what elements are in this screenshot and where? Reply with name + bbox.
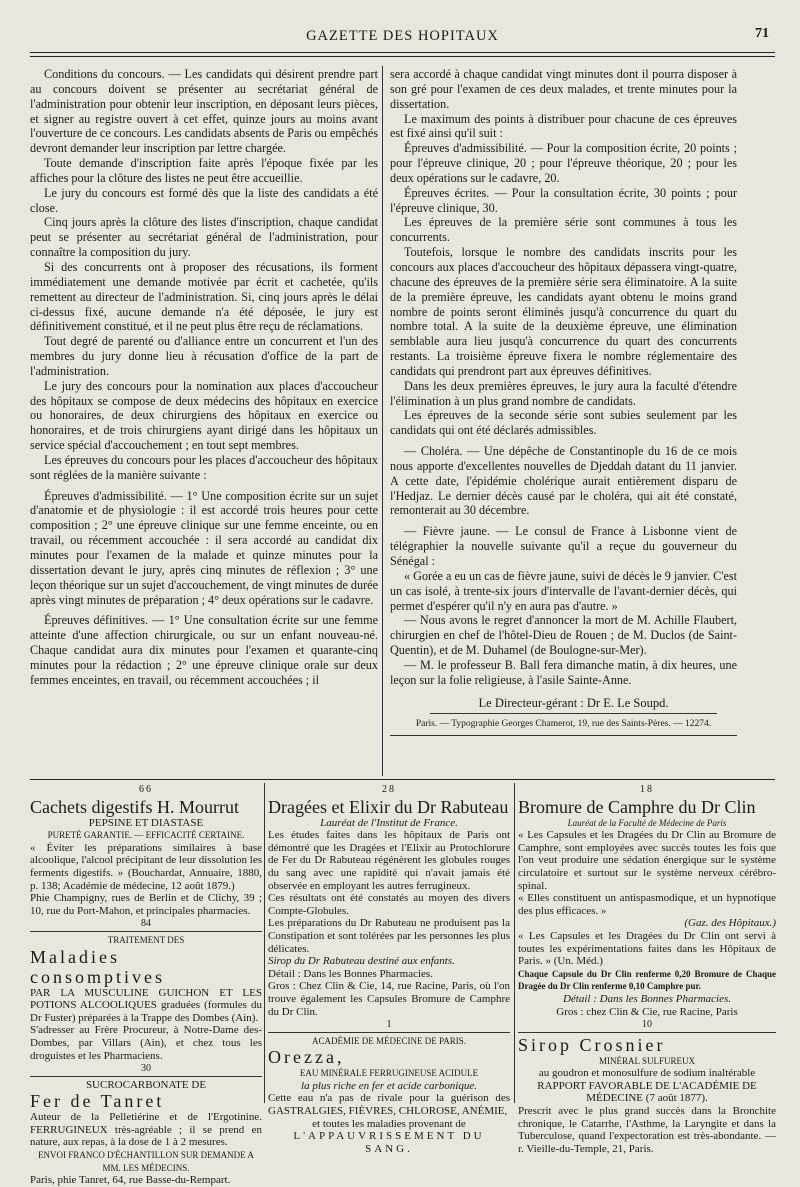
- printer-line: Paris. — Typographie Georges Chamerot, 19, rue des Saints-Pères. — 12274.: [390, 717, 737, 736]
- ad-number: 28: [382, 784, 396, 795]
- ad-title-tanret: Fer de Tanret: [30, 1091, 165, 1112]
- ad-subtitle: EAU MINÉRALE FERRUGINEUSE ACIDULE: [299, 1068, 479, 1079]
- ad-text: Détail : Dans les Bonnes Pharmacies.: [562, 992, 732, 1005]
- ad-text: Prescrit avec le plus grand succès dans la Bronchite chronique, le Catarrhe, l'Asthme, la Laryngite et dans la Tuberculose, quand l'expectoration est très-abondante. — r. Vieille-du-Temple, 21, Paris.: [518, 1105, 776, 1155]
- paragraph: Épreuves écrites. — Pour la consultation écrite, 30 points ; pour l'épreuve clinique, 30.: [390, 185, 737, 215]
- ad-title-orezza: Orezza,: [268, 1047, 345, 1068]
- ad-text: Chaque Capsule du Dr Clin renferme 0,20 Bromure de Chaque Dragée du Dr Clin renferme 0,10 Camphre pur.: [518, 968, 776, 992]
- ad-text: Les études faites dans les hôpitaux de Paris ont démontré que les Dragées et l'Elixir au Protochlorure de Fer du Dr Rabuteau régénèrent les globules rouges du sang avec une rapidité qui n'avait jamais été observée en employant les autres ferrugineux.: [268, 829, 510, 892]
- ad-text: Auteur de la Pelletiérine et de l'Ergotinine. FERRUGINEUX très-agréable ; il se prend en nature, aux repas, à la dose de 1 à 2 mesures.: [30, 1111, 262, 1149]
- ad-subtitle: MINÉRAL SULFUREUX: [599, 1055, 695, 1066]
- paragraph: Toute demande d'inscription faite après l'époque fixée par les affiches pour la clôture des listes ne peut être accueillie.: [30, 156, 378, 185]
- paragraph: Dans les deux premières épreuves, le jury aura la faculté d'étendre l'élimination à un plus grand nombre de candidats.: [390, 378, 737, 408]
- news-item-cholera: — Choléra. — Une dépêche de Constantinople du 16 de ce mois nous apporte d'excellentes nouvelles de Djeddah datant du 11 janvier. A cette date, l'épidémie cholérique aurait entièrement disparu de l'Hedjaz. Le dernier décès causé par le choléra, qui ait été constaté, remonterait au 30 décembre.: [390, 444, 737, 518]
- ad-number: 30: [30, 1063, 262, 1077]
- header-rule: [30, 52, 775, 57]
- ad-text: « Elles constituent un antispasmodique, et un hypnotique des plus efficaces. »: [518, 892, 776, 917]
- ad-text: L'APPAUVRISSEMENT DU SANG.: [293, 1130, 485, 1155]
- ad-title-rabuteau: Dragées et Elixir du Dr Rabuteau: [268, 796, 509, 817]
- ad-text: Sirop du Dr Rabuteau destiné aux enfants.: [268, 955, 455, 968]
- ad-divider: [264, 783, 265, 1103]
- paragraph: Conditions du concours. — Les candidats qui désirent prendre part au concours doivent se présenter au secrétariat général de l'administration pour obtenir leur inscription, en déposant leurs pièces, et signer au registre ouvert à cet effet, quinze jours au moins avant l'ouverture de ce concours. Les candidats absents de Paris ou empêchés devront demander leur inscription par lettre chargée.: [30, 67, 378, 156]
- signature-block: [390, 696, 737, 737]
- news-item-obituary: — Nous avons le regret d'annoncer la mort de M. Achille Flaubert, chirurgien en chef de l'hôtel-Dieu de Rouen ; de M. Duclos (de Saint-Quentin), et de M. Duhamel (de Boulogne-sur-Mer).: [390, 613, 737, 658]
- paragraph: Le jury des concours pour la nomination aux places d'accoucheur des hôpitaux se compose de deux médecins des hôpitaux en exercice ou honoraires, de deux chirurgiens des hôpitaux en exercice ou honoraires, et de trois chirurgiens ayant dirigé dans les hôpitaux un service spécial d'accouchement ; en tout sept membres.: [30, 378, 378, 453]
- ad-subtitle: la plus riche en fer et acide carbonique.: [301, 1079, 477, 1092]
- article-right-column: [390, 67, 737, 736]
- ad-tagline: ACADÉMIE DE MÉDECINE DE PARIS.: [312, 1035, 466, 1046]
- paragraph: Les épreuves de la seconde série sont subies seulement par les candidats qui ont été déclarés admissibles.: [390, 408, 737, 438]
- paragraph: « Gorée a eu un cas de fièvre jaune, suivi de décès le 9 janvier. C'est un cas isolé, à trente-six jours d'intervalle de l'avant-dernier décès, qui permet d'espérer qu'il n'y en aura pas d'autre. »: [390, 568, 737, 613]
- ad-text: S'adresser au Frère Procureur, à Notre-Dame des-Dombes, par Villars (Ain), et chez tous les droguistes et les Pharmaciens.: [30, 1024, 262, 1062]
- ad-tagline: RAPPORT FAVORABLE DE L'ACADÉMIE DE MÉDECINE (7 août 1877).: [537, 1079, 757, 1105]
- ad-text: Gros : chez Clin & Cie, rue Racine, Paris: [556, 1005, 738, 1018]
- ad-text: (Gaz. des Hôpitaux.): [684, 917, 776, 930]
- ad-text: « Éviter les préparations similaires à base alcoolique, l'alcool précipitant de leur dissolution les ferments digestifs. » (Bouchardat, Annuaire, 1880, p. 138; Académie de médecine, 12 août 1879.): [30, 841, 263, 892]
- ad-text: Paris, phie Tanret, 64, rue Basse-du-Rempart.: [30, 1174, 231, 1187]
- ads-top-rule: [30, 779, 775, 780]
- ad-column-1: [30, 784, 262, 1187]
- ad-text: « Les Capsules et les Dragées du Dr Clin ont servi à toutes les expérimentations faites dans les Hôpitaux de Paris. » (Un. Méd.): [518, 929, 776, 968]
- ad-text: Gros : Chez Clin & Cie, 14, rue Racine, Paris, où l'on trouve également les Capsules Bromure de Camphre du Dr Clin.: [268, 980, 510, 1018]
- paragraph: Épreuves d'admissibilité. — 1° Une composition écrite sur un sujet d'anatomie et de physiologie : il est accordé trois heures pour cette composition ; 2° une épreuve clinique sur une femme enceinte, ou en travail, ou récemment accouchée : il sera accordé au candidat dix minutes pour l'examen de la malade et quinze minutes pour la dissertation devant le jury, après cinq minutes de réflexion ; 3° une leçon théorique sur un sujet d'accouchement, de vingt minutes de durée après vingt minutes de préparation ; 4° deux opérations sur le cadavre.: [30, 488, 378, 607]
- ad-title-clin: Bromure de Camphre du Dr Clin: [518, 796, 756, 817]
- paragraph: Tout degré de parenté ou d'alliance entre un concurrent et l'un des membres du jury donne lieu à récusation d'office de la part de l'administration.: [30, 334, 378, 378]
- paragraph: Toutefois, lorsque le nombre des candidats inscrits pour les concours aux places d'accoucheur des hôpitaux dépassera vingt-quatre, chacune des épreuves de la première série sera éliminatoire. A la suite de la première épreuve, les candidats ayant obtenu le moins grand nombre de points seront éliminés jusqu'à concurrence du quart du nombre total. A la suite de la deuxième épreuve, une élimination semblable aura lieu jusqu'à concurrence du quart des concurrents restants. La troisième épreuve fixera le nombre réglementaire des candidats qui prendront part aux épreuves définitives.: [390, 245, 737, 378]
- paragraph: Le maximum des points à distribuer pour chacune de ces épreuves est fixé ainsi qu'il suit :: [390, 111, 737, 141]
- ad-number: 66: [139, 784, 153, 795]
- ad-tagline: PURETÉ GARANTIE. — EFFICACITÉ CERTAINE.: [47, 830, 245, 841]
- paragraph: Cinq jours après la clôture des listes d'inscription, chaque candidat peut se présenter au secrétariat général de l'administration, pour connaître la composition du jury.: [30, 215, 378, 260]
- ad-text: Phie Champigny, rues de Berlin et de Clichy, 39 ; 10, rue du Port-Mahon, et principales pharmacies.: [30, 892, 262, 917]
- ad-column-3: [518, 784, 776, 1155]
- paragraph: Le jury du concours est formé dès que la liste des candidats a été close.: [30, 185, 378, 215]
- ad-subtitle: TRAITEMENT DES: [107, 934, 185, 945]
- ad-subtitle: PEPSINE ET DIASTASE: [88, 816, 204, 829]
- ad-subtitle: Lauréat de la Faculté de Médecine de Paris: [567, 817, 727, 828]
- paragraph: Si des concurrents ont à proposer des récusations, ils forment immédiatement une demande motivée par écrit et cachetée, qu'ils remettent au directeur de l'administration. Si, cinq jours après le délai ci-dessus fixé, aucune demande n'a été déposée, le jury est définitivement constitué, et il ne peut plus être reçu de réclamations.: [30, 259, 378, 334]
- paragraph: Épreuves d'admissibilité. — Pour la composition écrite, 20 points ; pour l'épreuve clinique, 20 ; pour l'épreuve théorique, 20 ; pour les deux opérations sur le cadavre, 20.: [390, 141, 737, 185]
- column-divider: [382, 66, 383, 776]
- ad-text: Détail : Dans les Bonnes Pharmacies.: [268, 967, 433, 980]
- page-number: 71: [755, 26, 769, 41]
- ad-title-maladies: Maladies consomptives: [30, 946, 165, 987]
- paragraph: sera accordé à chaque candidat vingt minutes dont il pourra disposer à son gré pour l'examen de ces deux malades, et trente minutes pour la dissertation.: [390, 67, 737, 111]
- paragraph: Les épreuves du concours pour les places d'accoucheur des hôpitaux sont réglées de la manière suivante :: [30, 452, 378, 482]
- ad-title-mourrut: Cachets digestifs H. Mourrut: [30, 796, 239, 817]
- ad-number: 84: [30, 918, 262, 932]
- ad-divider: [514, 783, 515, 1103]
- ad-text: ENVOI FRANCO D'ÉCHANTILLON SUR DEMANDE A MM. LES MÉDECINS.: [38, 1150, 254, 1173]
- paragraph: Les épreuves de la première série sont communes à tous les concurrents.: [390, 215, 737, 245]
- ad-text: Cette eau n'a pas de rivale pour la guérison des GASTRALGIES, FIÈVRES, CHLOROSE, ANÉMIE,: [268, 1092, 510, 1118]
- news-item-lecture: — M. le professeur B. Ball fera dimanche matin, à dix heures, une leçon sur la folie religieuse, à l'asile Sainte-Anne.: [390, 657, 737, 687]
- page-header: [30, 22, 775, 50]
- ad-text: Ces résultats ont été constatés au moyen des divers Compte-Globules.: [268, 892, 510, 917]
- gazette-title: GAZETTE DES HOPITAUX: [306, 28, 499, 44]
- ad-number: 10: [518, 1019, 776, 1033]
- ad-text: « Les Capsules et les Dragées du Dr Clin au Bromure de Camphre, sont employées avec succès toutes les fois que l'on veut produire une sédation énergique sur le système circulatoire et surtout sur le système nerveux cérébro-spinal.: [518, 829, 776, 892]
- director-line: Le Directeur-gérant : Dr E. Le Soupd.: [430, 696, 717, 715]
- ad-number: 18: [640, 784, 654, 795]
- ad-subtitle: SUCROCARBONATE DE: [85, 1078, 207, 1091]
- ad-text: au goudron et monosulfure de sodium inaltérable: [538, 1067, 756, 1080]
- ad-subtitle: Lauréat de l'Institut de France.: [320, 816, 458, 829]
- ad-text: PAR LA MUSCULINE GUICHON ET LES POTIONS ALCOOLIQUES graduées (formules du Dr Fuster) préparées à la Trappe des Dombes (Ain).: [30, 986, 262, 1024]
- news-item-yellow-fever: — Fièvre jaune. — Le consul de France à Lisbonne vient de télégraphier la nouvelle suivante qu'il a reçue du gouverneur du Sénégal :: [390, 524, 737, 568]
- ad-column-2: [268, 784, 510, 1155]
- ad-number: 1: [268, 1019, 510, 1033]
- ad-title-crosnier: Sirop Crosnier: [518, 1034, 666, 1055]
- ad-text: et toutes les maladies provenant de: [312, 1117, 466, 1130]
- article-left-column: [30, 67, 378, 688]
- paragraph: Épreuves définitives. — 1° Une consultation écrite sur une femme atteinte d'une affection chirurgicale, ou sur un enfant nouveau-né. Chaque candidat aura dix minutes pour l'examen et quarante-cinq minutes pour la rédaction ; 2° une épreuve clinique orale sur deux femmes enceintes, en travail, ou récemment accouchées ; il: [30, 613, 378, 687]
- ad-text: Les préparations du Dr Rabuteau ne produisent pas la Constipation et sont tolérées par les personnes les plus délicates.: [268, 917, 510, 955]
